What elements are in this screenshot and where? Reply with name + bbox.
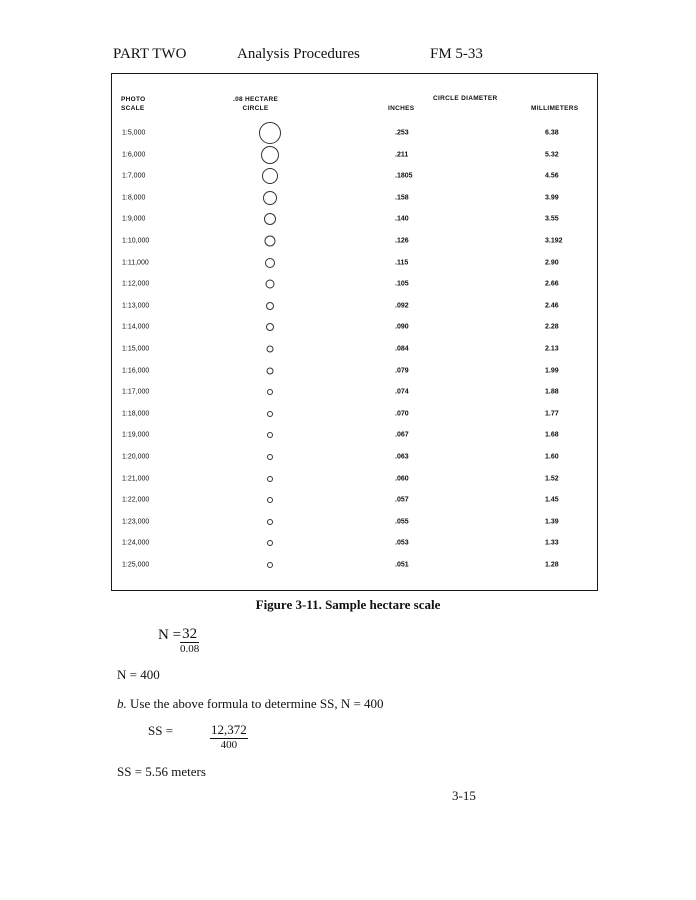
photo-scale-cell: 1:18,000 [122, 410, 150, 418]
diameter-inches-cell: .051 [395, 561, 409, 569]
circle-icon [267, 497, 273, 503]
photo-scale-cell: 1:21,000 [122, 475, 150, 483]
circle-icon [267, 454, 273, 460]
diameter-inches-cell: .060 [395, 475, 409, 483]
result-n: N = 400 [117, 667, 160, 682]
hectare-circle-cell [270, 122, 292, 144]
photo-scale-cell: 1:14,000 [122, 323, 150, 331]
diameter-inches-cell: .057 [395, 496, 409, 504]
result-ss: SS = 5.56 meters [117, 764, 206, 779]
table-row [112, 144, 597, 166]
header-manual: FM 5-33 [430, 46, 483, 62]
diameter-mm-cell: 2.13 [545, 345, 559, 353]
diameter-inches-cell: .074 [395, 388, 409, 396]
table-row [112, 489, 597, 511]
circle-icon [261, 146, 279, 164]
table-row [112, 295, 597, 317]
diameter-mm-cell: 1.28 [545, 561, 559, 569]
hectare-circle-cell [270, 519, 276, 525]
diameter-inches-cell: .063 [395, 453, 409, 461]
col-header-millimeters: MILLIMETERS [531, 105, 579, 112]
hectare-circle-cell [270, 302, 278, 310]
diameter-inches-cell: .070 [395, 410, 409, 418]
circle-icon [265, 236, 276, 247]
diameter-mm-cell: 1.60 [545, 453, 559, 461]
hectare-circle-cell [270, 389, 276, 395]
hectare-circle-cell [270, 346, 277, 353]
table-row [112, 165, 597, 187]
col-header-circle-diameter: CIRCLE DIAMETER [433, 95, 498, 102]
step-b [117, 696, 384, 712]
diameter-inches-cell: .092 [395, 302, 409, 310]
photo-scale-cell: 1:24,000 [122, 539, 150, 547]
diameter-inches-cell: .055 [395, 518, 409, 526]
photo-scale-cell: 1:17,000 [122, 388, 150, 396]
diameter-mm-cell: 1.99 [545, 367, 559, 375]
diameter-mm-cell: 3.55 [545, 215, 559, 223]
header-part: PART TWO [113, 46, 187, 62]
formula1-lhs: N = [158, 627, 182, 643]
formula2-numerator: 12,372 [211, 722, 247, 737]
diameter-inches-cell: .090 [395, 323, 409, 331]
table-row [112, 208, 597, 230]
circle-icon [266, 302, 274, 310]
hectare-circle-cell [270, 168, 286, 184]
photo-scale-cell: 1:13,000 [122, 302, 150, 310]
circle-icon [266, 323, 274, 331]
hectare-circle-cell [270, 236, 281, 247]
diameter-inches-cell: .140 [395, 215, 409, 223]
photo-scale-cell: 1:10,000 [122, 237, 150, 245]
photo-scale-cell: 1:23,000 [122, 518, 150, 526]
photo-scale-cell: 1:22,000 [122, 496, 150, 504]
table-row [112, 554, 597, 576]
photo-scale-cell: 1:5,000 [122, 129, 146, 137]
photo-scale-cell: 1:9,000 [122, 215, 146, 223]
step-b-label: b. [117, 696, 127, 711]
circle-icon [264, 213, 276, 225]
table-row [112, 381, 597, 403]
hectare-circle-cell [270, 411, 276, 417]
table-row [112, 424, 597, 446]
diameter-mm-cell: 1.68 [545, 431, 559, 439]
figure-caption: Figure 3-11. Sample hectare scale [255, 597, 441, 612]
table-row [112, 532, 597, 554]
photo-scale-cell: 1:20,000 [122, 453, 150, 461]
col-header-inches: INCHES [388, 105, 415, 112]
table-row [112, 273, 597, 295]
circle-icon [267, 389, 273, 395]
table-row [112, 511, 597, 533]
diameter-inches-cell: .211 [395, 151, 409, 159]
hectare-circle-cell [270, 432, 276, 438]
hectare-circle-cell [270, 258, 280, 268]
diameter-mm-cell: 1.33 [545, 539, 559, 547]
diameter-mm-cell: 3.99 [545, 194, 559, 202]
table-row [112, 187, 597, 209]
hectare-circle-cell [270, 280, 279, 289]
diameter-mm-cell: 5.32 [545, 151, 559, 159]
photo-scale-cell: 1:6,000 [122, 151, 146, 159]
photo-scale-cell: 1:12,000 [122, 280, 150, 288]
table-row [112, 338, 597, 360]
photo-scale-cell: 1:19,000 [122, 431, 150, 439]
photo-scale-cell: 1:25,000 [122, 561, 150, 569]
table-row [112, 468, 597, 490]
circle-icon [267, 519, 273, 525]
circle-icon [267, 562, 273, 568]
hectare-circle-cell [270, 146, 288, 164]
circle-icon [263, 191, 277, 205]
circle-icon [267, 540, 273, 546]
circle-icon [259, 122, 281, 144]
photo-scale-cell: 1:11,000 [122, 259, 149, 267]
diameter-mm-cell: 1.45 [545, 496, 559, 504]
diameter-inches-cell: .084 [395, 345, 409, 353]
hectare-scale-table [111, 73, 598, 591]
formula2-denominator: 400 [220, 739, 238, 751]
circle-icon [267, 411, 273, 417]
formula1-fraction [180, 626, 199, 656]
table-row [112, 446, 597, 468]
diameter-inches-cell: .105 [395, 280, 409, 288]
diameter-inches-cell: .158 [395, 194, 409, 202]
diameter-mm-cell: 3.192 [545, 237, 563, 245]
diameter-inches-cell: .115 [395, 259, 409, 267]
diameter-inches-cell: .079 [395, 367, 409, 375]
circle-icon [267, 476, 273, 482]
hectare-circle-cell [270, 323, 278, 331]
diameter-inches-cell: .253 [395, 129, 409, 137]
diameter-mm-cell: 1.52 [545, 475, 559, 483]
hectare-circle-cell [270, 497, 276, 503]
photo-scale-cell: 1:16,000 [122, 367, 150, 375]
table-row [112, 122, 597, 144]
circle-icon [267, 346, 274, 353]
diameter-mm-cell: 1.39 [545, 518, 559, 526]
header-section: Analysis Procedures [237, 46, 360, 62]
diameter-mm-cell: 6.38 [545, 129, 559, 137]
circle-icon [265, 258, 275, 268]
hectare-circle-cell [270, 562, 276, 568]
diameter-inches-cell: .126 [395, 237, 409, 245]
formula2-fraction [210, 722, 248, 752]
hectare-circle-cell [270, 454, 276, 460]
table-row [112, 230, 597, 252]
col-header-hectare-circle: .08 HECTARE CIRCLE [233, 96, 279, 112]
table-row [112, 316, 597, 338]
circle-icon [267, 432, 273, 438]
hectare-circle-cell [270, 476, 276, 482]
hectare-circle-cell [270, 213, 282, 225]
circle-icon [267, 367, 274, 374]
diameter-mm-cell: 2.28 [545, 323, 559, 331]
table-row [112, 252, 597, 274]
diameter-mm-cell: 2.46 [545, 302, 559, 310]
diameter-mm-cell: 1.88 [545, 388, 559, 396]
formula2-lhs: SS = [148, 723, 174, 738]
table-row [112, 403, 597, 425]
formula1-numerator: 32 [180, 626, 199, 643]
circle-icon [266, 280, 275, 289]
hectare-circle-cell [270, 367, 277, 374]
diameter-mm-cell: 2.66 [545, 280, 559, 288]
col-header-photo-scale: PHOTO SCALE [121, 96, 146, 112]
hectare-circle-cell [270, 191, 284, 205]
page-number: 3-15 [452, 788, 476, 803]
photo-scale-cell: 1:15,000 [122, 345, 150, 353]
circle-icon [262, 168, 278, 184]
diameter-mm-cell: 1.77 [545, 410, 559, 418]
table-row [112, 360, 597, 382]
diameter-mm-cell: 4.56 [545, 172, 559, 180]
diameter-inches-cell: .067 [395, 431, 409, 439]
diameter-inches-cell: .053 [395, 539, 409, 547]
formula1-denominator: 0.08 [180, 643, 200, 655]
photo-scale-cell: 1:7,000 [122, 172, 146, 180]
diameter-mm-cell: 2.90 [545, 259, 559, 267]
photo-scale-cell: 1:8,000 [122, 194, 146, 202]
step-b-text: Use the above formula to determine SS, N = 400 [130, 696, 384, 711]
diameter-inches-cell: .1805 [395, 172, 413, 180]
hectare-circle-cell [270, 540, 276, 546]
